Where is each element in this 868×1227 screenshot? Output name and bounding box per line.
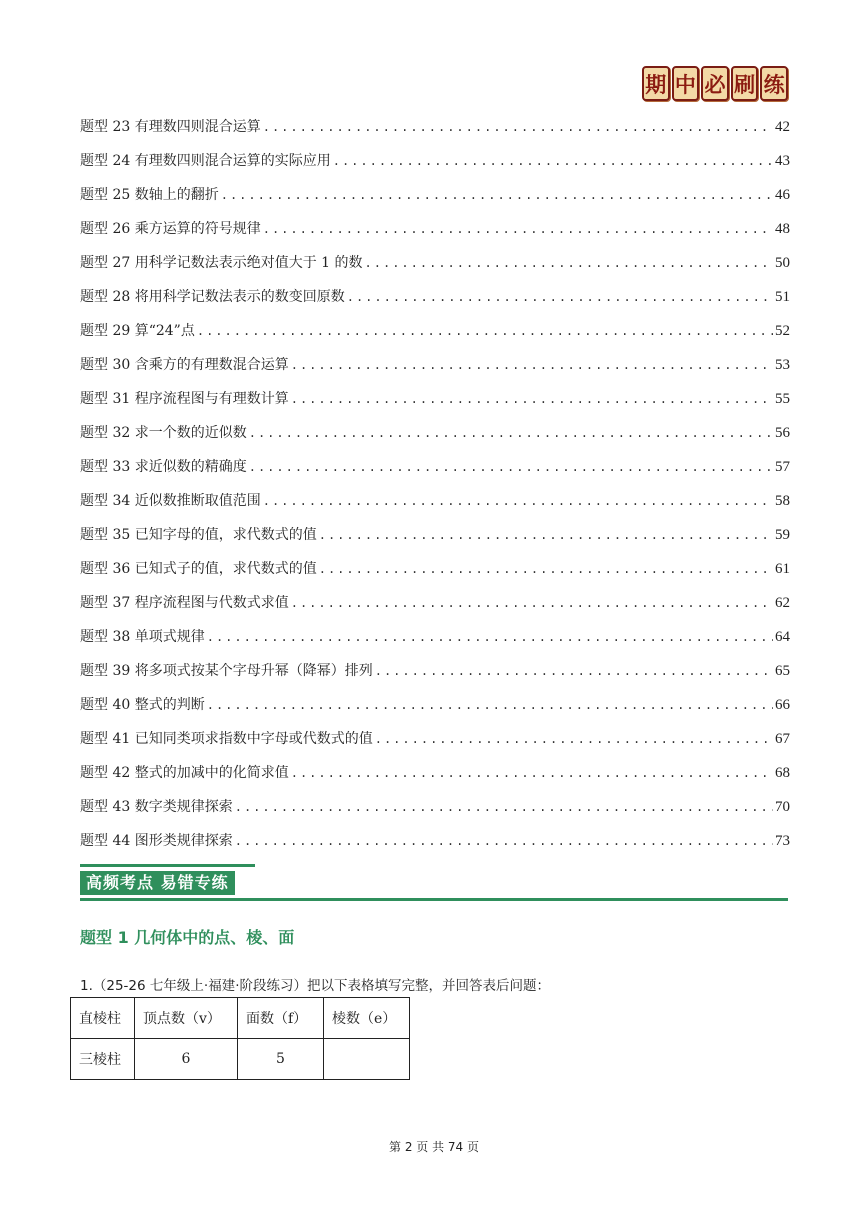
toc-title: 题型 33 求近似数的精确度 [80, 459, 247, 475]
toc-page-number: 52 [775, 323, 790, 339]
toc-page-number: 58 [775, 493, 790, 509]
section-rule-top [80, 864, 255, 867]
page-footer: 第 2 页 共 74 页 [389, 1140, 479, 1154]
section-divider [80, 898, 788, 901]
toc-row[interactable] [80, 756, 790, 790]
toc-title: 题型 29 算“24”点 [80, 323, 195, 339]
badge-char: 练 [760, 66, 788, 101]
toc-row[interactable] [80, 382, 790, 416]
toc-leader-dots [375, 654, 773, 688]
table-header-cell: 顶点数（v） [135, 998, 238, 1039]
toc-page-number: 43 [775, 153, 790, 169]
toc-title: 题型 38 单项式规律 [80, 629, 205, 645]
toc-row[interactable] [80, 518, 790, 552]
table-header-row [71, 998, 410, 1039]
toc-row[interactable] [80, 484, 790, 518]
table-header-cell: 直棱柱 [71, 998, 135, 1039]
toc-row[interactable] [80, 586, 790, 620]
table-of-contents [80, 110, 790, 858]
toc-page-number: 68 [775, 765, 790, 781]
toc-page-number: 73 [775, 833, 790, 849]
toc-leader-dots [333, 144, 773, 178]
toc-row[interactable] [80, 280, 790, 314]
toc-title: 题型 40 整式的判断 [80, 697, 205, 713]
toc-row[interactable] [80, 416, 790, 450]
toc-leader-dots [291, 348, 773, 382]
toc-page-number: 65 [775, 663, 790, 679]
table-row [71, 1039, 410, 1080]
toc-row[interactable] [80, 722, 790, 756]
toc-row[interactable] [80, 314, 790, 348]
toc-row[interactable] [80, 824, 790, 858]
toc-row[interactable] [80, 110, 790, 144]
toc-leader-dots [263, 212, 773, 246]
toc-page-number: 56 [775, 425, 790, 441]
toc-leader-dots [375, 722, 773, 756]
toc-row[interactable] [80, 246, 790, 280]
toc-title: 题型 26 乘方运算的符号规律 [80, 221, 261, 237]
toc-page-number: 66 [775, 697, 790, 713]
badge-char: 中 [672, 66, 700, 101]
header-badge [642, 66, 788, 101]
toc-title: 题型 42 整式的加减中的化简求值 [80, 765, 289, 781]
toc-title: 题型 36 已知式子的值，求代数式的值 [80, 561, 317, 577]
badge-char: 期 [642, 66, 670, 101]
toc-leader-dots [291, 756, 773, 790]
toc-row[interactable] [80, 144, 790, 178]
toc-title: 题型 34 近似数推断取值范围 [80, 493, 261, 509]
toc-title: 题型 23 有理数四则混合运算 [80, 119, 261, 135]
toc-page-number: 64 [775, 629, 790, 645]
toc-row[interactable] [80, 212, 790, 246]
toc-page-number: 51 [775, 289, 790, 305]
toc-leader-dots [207, 620, 773, 654]
toc-title: 题型 39 将多项式按某个字母升幂（降幂）排列 [80, 663, 373, 679]
toc-leader-dots [263, 110, 773, 144]
toc-leader-dots [249, 416, 773, 450]
toc-page-number: 59 [775, 527, 790, 543]
toc-leader-dots [235, 790, 773, 824]
toc-row[interactable] [80, 552, 790, 586]
badge-char: 必 [701, 66, 729, 101]
toc-title: 题型 32 求一个数的近似数 [80, 425, 247, 441]
toc-leader-dots [319, 518, 773, 552]
toc-row[interactable] [80, 688, 790, 722]
toc-leader-dots [319, 552, 773, 586]
toc-title: 题型 43 数字类规律探索 [80, 799, 233, 815]
badge-char: 刷 [731, 66, 759, 101]
toc-leader-dots [347, 280, 773, 314]
toc-leader-dots [221, 178, 773, 212]
toc-page-number: 46 [775, 187, 790, 203]
toc-leader-dots [197, 314, 773, 348]
table-header-cell: 面数（f） [238, 998, 324, 1039]
toc-page-number: 50 [775, 255, 790, 271]
toc-page-number: 70 [775, 799, 790, 815]
toc-title: 题型 37 程序流程图与代数式求值 [80, 595, 289, 611]
toc-row[interactable] [80, 178, 790, 212]
toc-title: 题型 35 已知字母的值，求代数式的值 [80, 527, 317, 543]
toc-row[interactable] [80, 450, 790, 484]
toc-page-number: 61 [775, 561, 790, 577]
toc-page-number: 57 [775, 459, 790, 475]
toc-leader-dots [365, 246, 773, 280]
toc-row[interactable] [80, 790, 790, 824]
toc-title: 题型 30 含乘方的有理数混合运算 [80, 357, 289, 373]
toc-page-number: 48 [775, 221, 790, 237]
toc-title: 题型 24 有理数四则混合运算的实际应用 [80, 153, 331, 169]
section-banner: 高频考点 易错专练 [80, 871, 235, 895]
table-cell-blank [324, 1039, 410, 1080]
toc-page-number: 67 [775, 731, 790, 747]
toc-leader-dots [249, 450, 773, 484]
toc-title: 题型 25 数轴上的翻折 [80, 187, 219, 203]
table-cell: 三棱柱 [71, 1039, 135, 1080]
toc-title: 题型 28 将用科学记数法表示的数变回原数 [80, 289, 345, 305]
toc-leader-dots [207, 688, 773, 722]
table-cell: 6 [135, 1039, 238, 1080]
toc-leader-dots [291, 382, 773, 416]
toc-row[interactable] [80, 620, 790, 654]
toc-title: 题型 27 用科学记数法表示绝对值大于 1 的数 [80, 255, 363, 271]
toc-leader-dots [235, 824, 773, 858]
table-cell: 5 [238, 1039, 324, 1080]
table-header-cell: 棱数（e） [324, 998, 410, 1039]
toc-row[interactable] [80, 654, 790, 688]
toc-title: 题型 44 图形类规律探索 [80, 833, 233, 849]
toc-row[interactable] [80, 348, 790, 382]
toc-page-number: 53 [775, 357, 790, 373]
toc-leader-dots [263, 484, 773, 518]
toc-title: 题型 41 已知同类项求指数中字母或代数式的值 [80, 731, 373, 747]
question-text: 1.（25-26 七年级上·福建·阶段练习）把以下表格填写完整，并回答表后问题： [80, 978, 550, 994]
toc-page-number: 62 [775, 595, 790, 611]
toc-page-number: 42 [775, 119, 790, 135]
toc-title: 题型 31 程序流程图与有理数计算 [80, 391, 289, 407]
toc-leader-dots [291, 586, 773, 620]
topic-heading: 题型 1 几何体中的点、棱、面 [80, 928, 295, 947]
question-table [70, 997, 410, 1080]
toc-page-number: 55 [775, 391, 790, 407]
